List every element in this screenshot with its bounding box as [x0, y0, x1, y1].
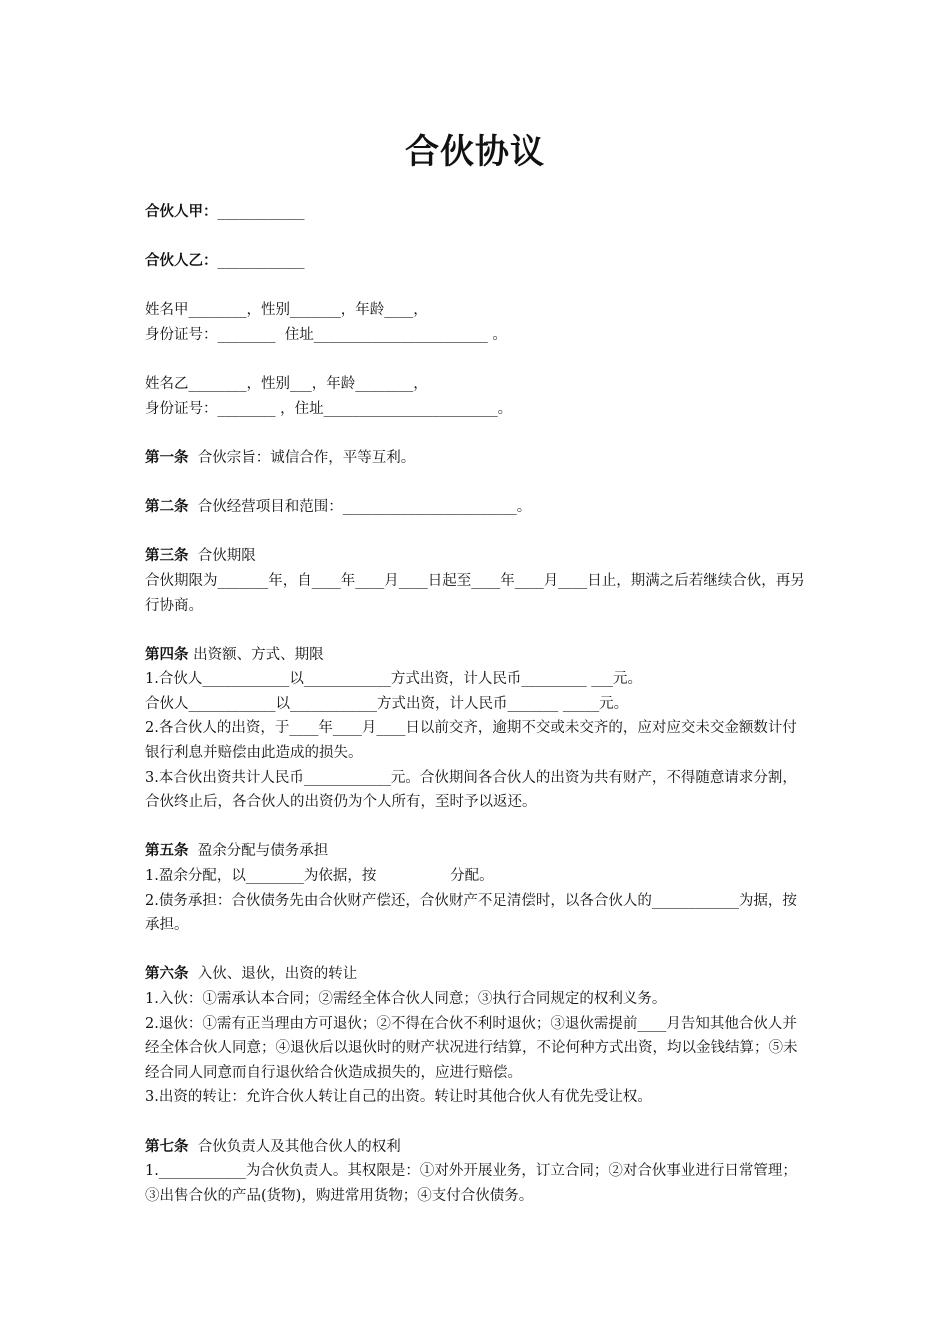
document-body	[145, 200, 871, 1208]
article-title: 合伙宗旨：诚信合作，平等互利。	[188, 449, 416, 466]
article-paragraph: 1.____________为合伙负责人。其权限是：①对外开展业务，订立合同；②对合伙事业进行日常管理；③出售合伙的产品(货物)，购进常用货物；④支付合伙债务。	[145, 1163, 797, 1204]
article-number: 第一条	[145, 449, 189, 466]
person-a-line1: 姓名甲________，性别_______，年龄____，	[145, 302, 428, 319]
partner-a-line	[145, 200, 809, 225]
article-title: 盈余分配与债务承担	[188, 843, 329, 860]
person-b-line2: 身份证号：________ ，住址________________________。	[145, 400, 513, 417]
person-a-line2: 身份证号：________ 住址________________________ 。	[145, 326, 507, 343]
article-title: 入伙、退伙，出资的转让	[188, 966, 358, 983]
article-number: 第七条	[145, 1138, 189, 1155]
article-paragraph: 1.入伙：①需承认本合同；②需经全体合伙人同意；③执行合同规定的权利义务。	[145, 991, 667, 1007]
article-heading	[145, 962, 809, 987]
article-title: 合伙期限	[188, 548, 256, 565]
article-paragraph: 2.退伙：①需有正当理由方可退伙；②不得在合伙不利时退伙；③退伙需提前____月告知其他合伙人并经全体合伙人同意；④退伙后以退伙时的财产状况进行结算，不论何种方式出资，均以金钱结算；⑤未经合同人同意而自行退伙给合伙造成损失的，应进行赔偿。	[145, 1015, 798, 1081]
partner-b-blank: ____________	[217, 253, 305, 270]
article-title: 合伙经营项目和范围：________________________。	[188, 499, 532, 516]
article-paragraph: 合伙人____________以____________方式出资，计人民币_______ _____元。	[145, 695, 629, 712]
article-paragraph: 3.本合伙出资共计人民币____________元。合伙期间各合伙人的出资为共有财产，不得随意请求分割，合伙终止后，各合伙人的出资仍为个人所有，至时予以返还。	[145, 769, 797, 811]
article-number: 第六条	[145, 966, 189, 983]
document-title: 合伙协议	[405, 132, 545, 172]
article-number: 第二条	[145, 499, 189, 516]
article-paragraph: 1.盈余分配，以________为依据，按 分配。	[145, 868, 494, 885]
article-paragraph: 合伙期限为_______年，自____年____月____日起至____年____月____日止，期满之后若继续合伙，再另行协商。	[145, 572, 805, 614]
article-paragraph: 1.合伙人____________以____________方式出资，计人民币_________ ___元。	[145, 671, 642, 688]
article-number: 第四条	[145, 646, 189, 663]
partner-a-blank: ____________	[217, 204, 305, 220]
article-heading	[145, 1135, 809, 1160]
article-title: 出资额、方式、期限	[188, 646, 324, 663]
person-b-line1: 姓名乙________，性别___，年龄________，	[145, 376, 428, 393]
article-heading	[145, 839, 809, 864]
article-number: 第五条	[145, 843, 189, 860]
article-heading	[145, 495, 809, 520]
partner-b-label: 合伙人乙：	[145, 253, 218, 270]
article-paragraph: 2.各合伙人的出资，于____年____月____日以前交齐，逾期不交或未交齐的，应对应交未交金额数计付银行利息并赔偿由此造成的损失。	[145, 720, 797, 762]
partner-a-label: 合伙人甲：	[145, 204, 218, 220]
article-heading	[145, 544, 809, 569]
article-heading	[145, 643, 809, 668]
article-heading	[145, 446, 809, 471]
article-title: 合伙负责人及其他合伙人的权利	[188, 1138, 401, 1155]
article-paragraph: 3.出资的转让：允许合伙人转让自己的出资。转让时其他合伙人有优先受让权。	[145, 1089, 652, 1106]
partner-b-line	[145, 249, 809, 274]
article-number: 第三条	[145, 548, 189, 565]
articles-list	[145, 421, 871, 1208]
article-paragraph: 2.债务承担：合伙债务先由合伙财产偿还，合伙财产不足清偿时，以各合伙人的____________为据，按 承担。	[145, 892, 871, 934]
